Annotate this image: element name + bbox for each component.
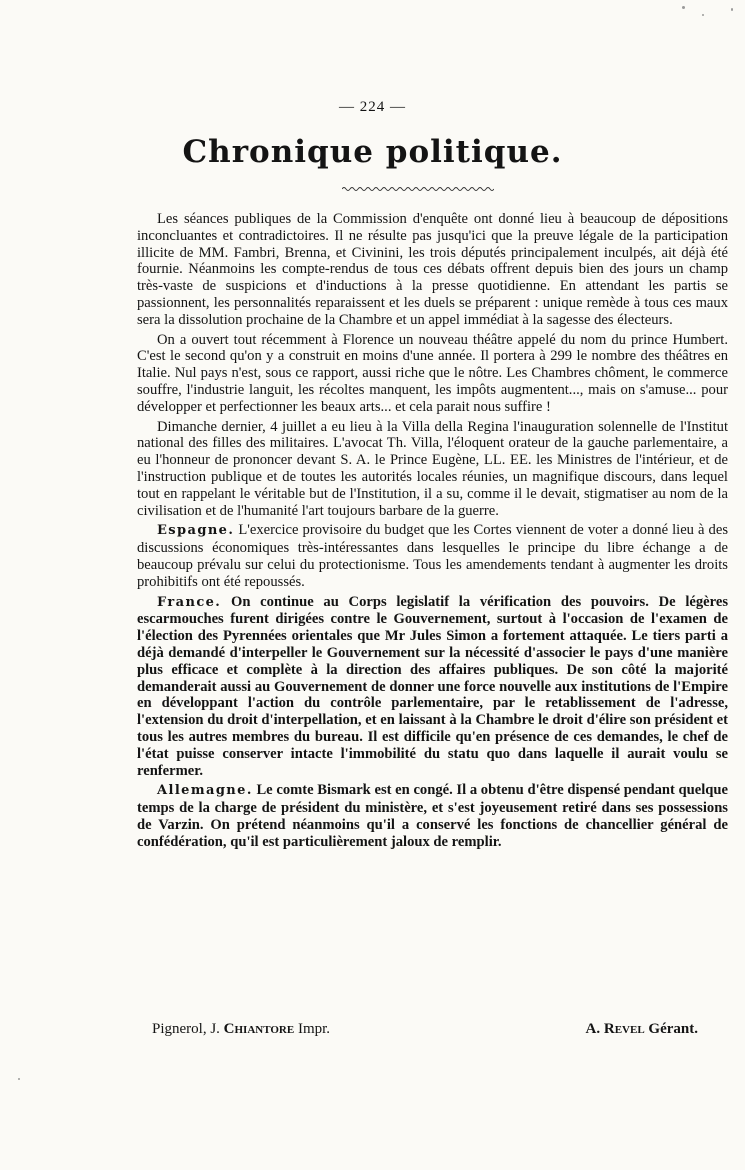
page-title: Chronique politique. (182, 134, 563, 170)
article-body (137, 211, 728, 853)
printer-prefix: Pignerol, J. (152, 1021, 220, 1037)
manager-suffix: Gérant. (648, 1021, 698, 1037)
page-number: — 224 — (339, 99, 406, 115)
section-heading-allemagne: Allemagne. (157, 783, 253, 799)
section-espagne (137, 522, 728, 590)
paper-speck (731, 8, 733, 11)
article-paragraph-theatre: On a ouvert tout récemment à Florence un nouveau théâtre appelé du nom du prince Humbert. C'est le second qu'on y a construit en moins d'une année. Il portera à 299 le nombre des théâtres en Italie. Nul pays n'est, sous ce rapport, aussi riche que le nôtre. Les Chambres chôment, le commerce souffre, l'industrie languit, les récoltes manquent, les impôts augmentent..., mais on s'amuse... pour développer et perfectionner les beaux arts... et cela parait nous suffire ! (137, 331, 728, 415)
manager-prefix: A. (585, 1021, 601, 1037)
article-paragraph-commission: Les séances publiques de la Commission d'enquête ont donné lieu à beaucoup de dépositions inconcluantes et contradictoires. Il ne résulte pas jusqu'ici que la preuve légale de la participation illicite de MM. Fambri, Brenna, et Civinini, les trois députés principalement inculpés, ait déjà été fournie. Néanmoins les compte-rendus de tous ces débats offrent depuis bien des jours un champ très-vaste de suspicions et d'inductions à la presse quotidienne. En attendant les partis se passionnent, les personnalités reparaissent et les duels se préparent : unique remède à tous ces maux sera la dissolution prochaine de la Chambre et un appel immédiat à la sagesse des électeurs. (137, 211, 728, 328)
paper-speck (18, 1078, 20, 1080)
manager-credit (586, 1021, 698, 1038)
section-france (137, 594, 728, 780)
printer-credit (152, 1021, 330, 1038)
section-allemagne (137, 782, 728, 850)
section-heading-espagne: Espagne. (157, 523, 235, 539)
printer-name: Chiantore (223, 1021, 295, 1037)
printer-suffix: Impr. (297, 1021, 331, 1037)
section-text-france: On continue au Corps legislatif la vérification des pouvoirs. De légères escarmouches furent dirigées contre le Gouvernement, surtout à l'occasion de l'examen de l'élection des Pyrennées orientales que Mr Jules Simon a fortement attaquée. Le tiers parti a déjà demandé d'interpeller le Gouvernement sur la nécessité d'associer le pays d'une manière plus efficace et complète à la direction des affaires publiques. De son côté la majorité demanderait aussi au Gouvernement de donner une force nouvelle aux institutions de l'Empire en développant l'action du contrôle parlementaire, par le retablissement de l'adresse, l'extension du droit d'interpellation, et en laissant à la Chambre le droit d'élire son président et tous les autres membres du bureau. Il est difficile qu'en présence de ces demandes, le chef de l'état puisse conserver intacte l'immobilité du statu quo dans laquelle il aurait voulu se renfermer. (137, 593, 728, 779)
section-text-allemagne: Le comte Bismark est en congé. Il a obtenu d'être dispensé pendant quelque temps de la charge de président du ministère, et s'est joyeusement retiré dans ses possessions de Varzin. On prétend néanmoins qu'il a conservé les fonctions de chancellier général de confédération, qu'il est particulièrement jaloux de remplir. (137, 782, 728, 850)
imprint-footer (152, 1021, 698, 1038)
paper-speck (702, 14, 704, 16)
section-text-espagne: L'exercice provisoire du budget que les Cortes viennent de voter a donné lieu à des discussions économiques très-intéressantes dans lesquelles le principe du libre échange a de beaucoup prévalu sur celui du protectionisme. Tous les amendements tendant à augmenter les droits prohibitifs ont été repoussés. (137, 522, 729, 590)
paper-speck (682, 6, 685, 9)
title-ornament (342, 186, 494, 192)
article-paragraph-institut: Dimanche dernier, 4 juillet a eu lieu à la Villa della Regina l'inauguration solennelle de l'Institut national des filles des militaires. L'avocat Th. Villa, l'éloquent orateur de la gauche parlementaire, a eu l'honneur de prononcer devant S. A. le Prince Eugène, LL. EE. les Ministres de l'intérieur, et de l'instruction publique et de toutes les autorités locales réunies, un magnifique discours, dans lequel tout en rappelant le véritable but de l'Institution, il a su, comme il le devait, stigmatiser au nom de la civilisation et de l'humanité l'art toujours barbare de la guerre. (137, 418, 728, 519)
manager-name: Revel (603, 1021, 645, 1037)
section-heading-france: France. (157, 594, 222, 610)
